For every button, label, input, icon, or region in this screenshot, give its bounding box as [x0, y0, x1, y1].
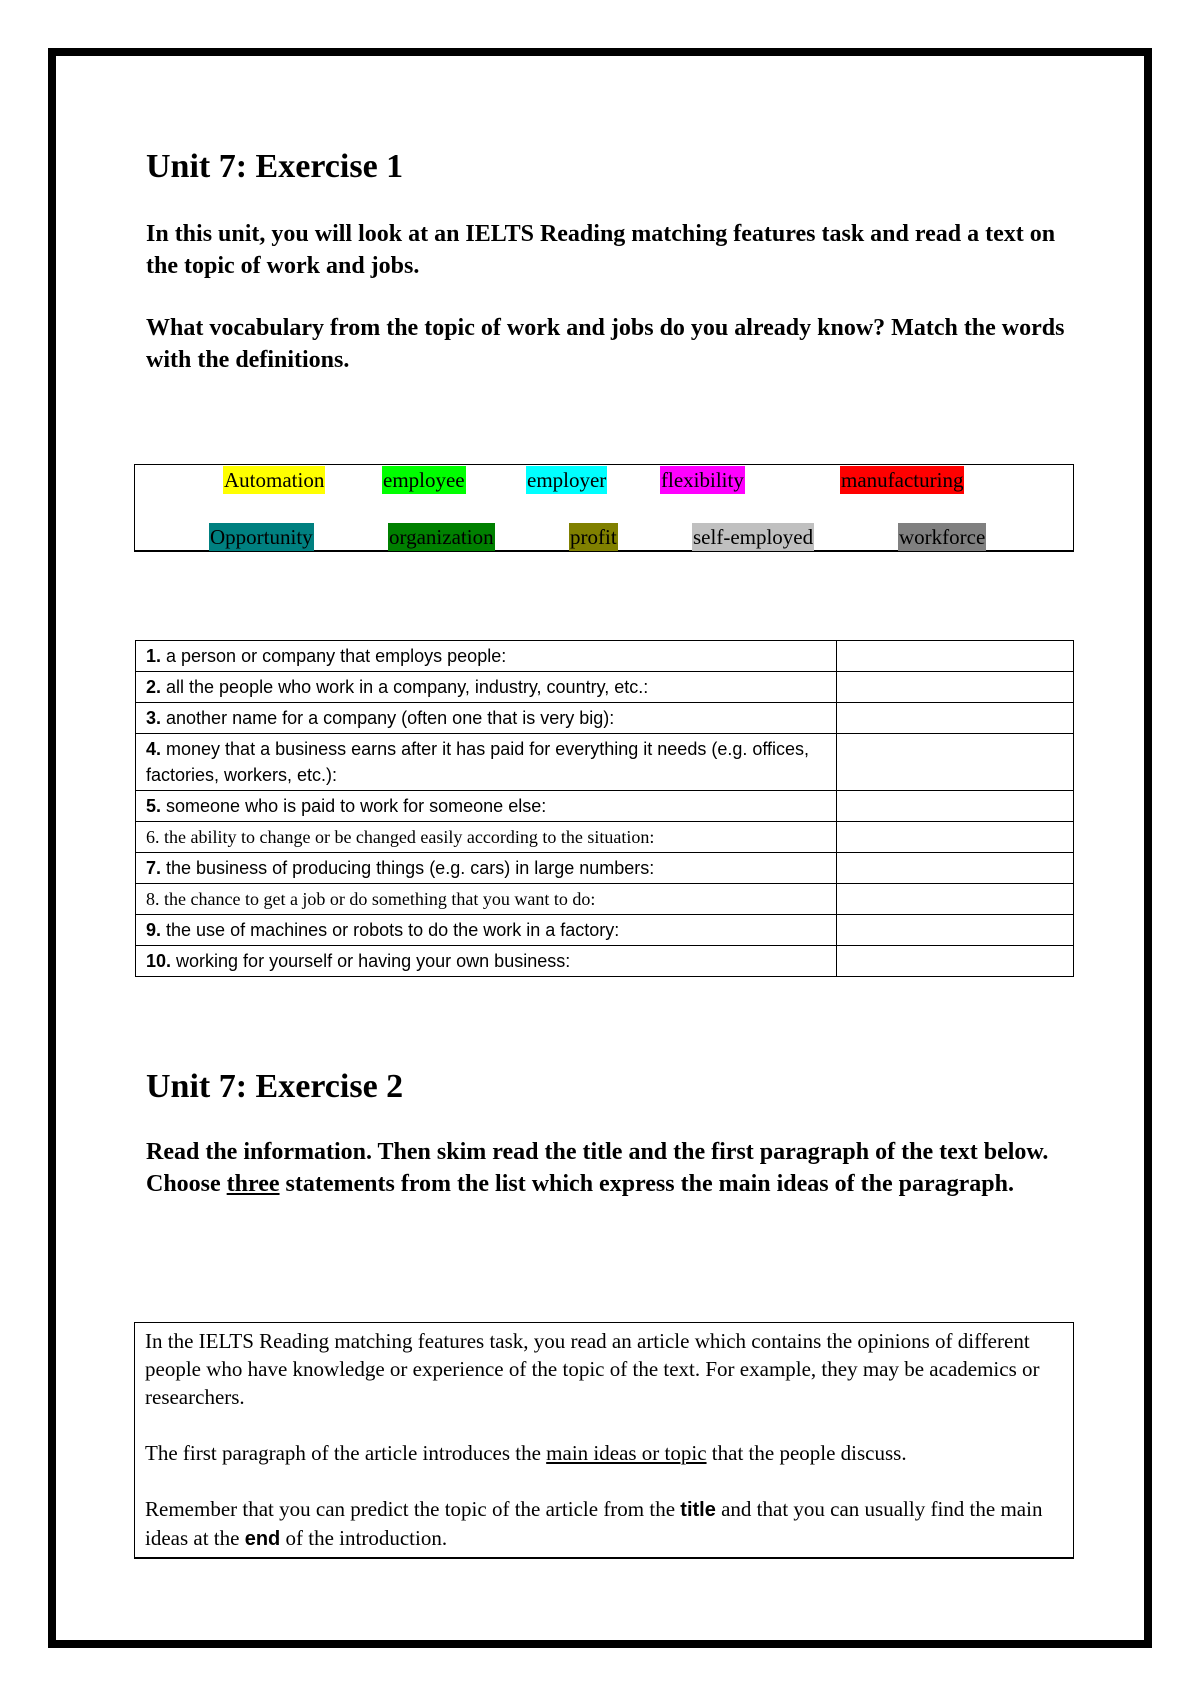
exercise2-title: Unit 7: Exercise 2	[146, 1068, 404, 1105]
definition-number: 2.	[146, 677, 162, 697]
definition-text: another name for a company (often one that is very big):	[161, 708, 615, 728]
instruction-emphasis: three	[226, 1171, 280, 1197]
info-p3-bold-end: end	[244, 1528, 281, 1550]
definition-text: working for yourself or having your own business:	[171, 951, 571, 971]
info-paragraph-3	[145, 1495, 1063, 1553]
answer-cell[interactable]	[837, 946, 1074, 977]
definition-cell	[136, 641, 837, 672]
exercise1-instruction: What vocabulary from the topic of work and jobs do you already know? Match the words with the definitions.	[146, 315, 1065, 373]
definition-number: 5.	[146, 796, 162, 816]
definition-number: 9.	[146, 920, 162, 940]
info-p2-text: The first paragraph of the article introduces the	[145, 1441, 547, 1465]
table-row	[136, 703, 1074, 734]
table-row	[136, 822, 1074, 853]
definition-text: someone who is paid to work for someone else:	[161, 796, 547, 816]
table-row	[136, 672, 1074, 703]
instruction-text: Read the information. Then skim read the title and the first paragraph of the text below. Choose	[146, 1139, 1049, 1197]
table-row	[136, 946, 1074, 977]
info-paragraph-1: In the IELTS Reading matching features task, you read an article which contains the opinions of different people who have knowledge or experience of the topic of the text. For example, they may be academics or researchers.	[145, 1329, 1040, 1409]
definition-text: the ability to change or be changed easily according to the situation:	[159, 827, 655, 847]
definition-number: 3.	[146, 708, 162, 728]
answer-cell[interactable]	[837, 822, 1074, 853]
info-p3-text-b: and that you can usually find the main ideas at the	[145, 1497, 1043, 1550]
answer-cell[interactable]	[837, 703, 1074, 734]
definitions-table	[135, 640, 1074, 977]
word-manufacturing: manufacturing	[841, 468, 964, 492]
answer-cell[interactable]	[837, 672, 1074, 703]
exercise2-instruction	[146, 1136, 1066, 1200]
word-self-employed: self-employed	[693, 525, 814, 549]
definition-cell	[136, 703, 837, 734]
definition-text: the business of producing things (e.g. cars) in large numbers:	[161, 858, 655, 878]
word-automation: Automation	[224, 468, 325, 492]
definition-cell	[136, 853, 837, 884]
info-p3-text-a: Remember that you can predict the topic of the article from the	[145, 1497, 681, 1521]
word-workforce: workforce	[899, 525, 986, 549]
definition-text: money that a business earns after it has paid for everything it needs (e.g. offices, factories, workers, etc.):	[146, 739, 810, 785]
info-p3-bold-title: title	[680, 1499, 716, 1521]
answer-cell[interactable]	[837, 791, 1074, 822]
word-profit: profit	[570, 525, 617, 549]
answer-cell[interactable]	[837, 884, 1074, 915]
definition-cell	[136, 672, 837, 703]
answer-cell[interactable]	[837, 915, 1074, 946]
table-row	[136, 884, 1074, 915]
exercise1-title: Unit 7: Exercise 1	[146, 148, 404, 185]
table-row	[136, 641, 1074, 672]
word-employee: employee	[383, 468, 465, 492]
info-box	[134, 1322, 1074, 1559]
definition-cell	[136, 734, 837, 791]
definition-number: 7.	[146, 858, 162, 878]
definition-cell	[136, 822, 837, 853]
answer-cell[interactable]	[837, 853, 1074, 884]
definition-cell	[136, 791, 837, 822]
word-organization: organization	[389, 525, 494, 549]
definition-number: 4.	[146, 739, 162, 759]
definition-text: all the people who work in a company, industry, country, etc.:	[161, 677, 649, 697]
table-row	[136, 853, 1074, 884]
info-p2-text-end: that the people discuss.	[706, 1441, 907, 1465]
definition-number: 10.	[146, 951, 172, 971]
definition-number: 8.	[146, 889, 160, 909]
answer-cell[interactable]	[837, 734, 1074, 791]
definition-cell	[136, 884, 837, 915]
table-row	[136, 734, 1074, 791]
definition-text: the use of machines or robots to do the work in a factory:	[161, 920, 620, 940]
definition-cell	[136, 915, 837, 946]
definition-number: 6.	[146, 827, 160, 847]
definition-number: 1.	[146, 646, 162, 666]
answer-cell[interactable]	[837, 641, 1074, 672]
instruction-text-end: statements from the list which express the main ideas of the paragraph.	[279, 1171, 1014, 1197]
table-row	[136, 915, 1074, 946]
word-flexibility: flexibility	[661, 468, 744, 492]
word-employer: employer	[527, 468, 607, 492]
definition-text: a person or company that employs people:	[161, 646, 507, 666]
info-paragraph-2	[145, 1439, 1063, 1467]
definition-cell	[136, 946, 837, 977]
table-row	[136, 791, 1074, 822]
info-p3-text-c: of the introduction.	[280, 1526, 448, 1550]
word-opportunity: Opportunity	[210, 525, 313, 549]
definition-text: the chance to get a job or do something that you want to do:	[159, 889, 596, 909]
info-p2-underlined: main ideas or topic	[546, 1441, 707, 1465]
exercise1-intro: In this unit, you will look at an IELTS Reading matching features task and read a text on the topic of work and jobs.	[146, 221, 1056, 279]
